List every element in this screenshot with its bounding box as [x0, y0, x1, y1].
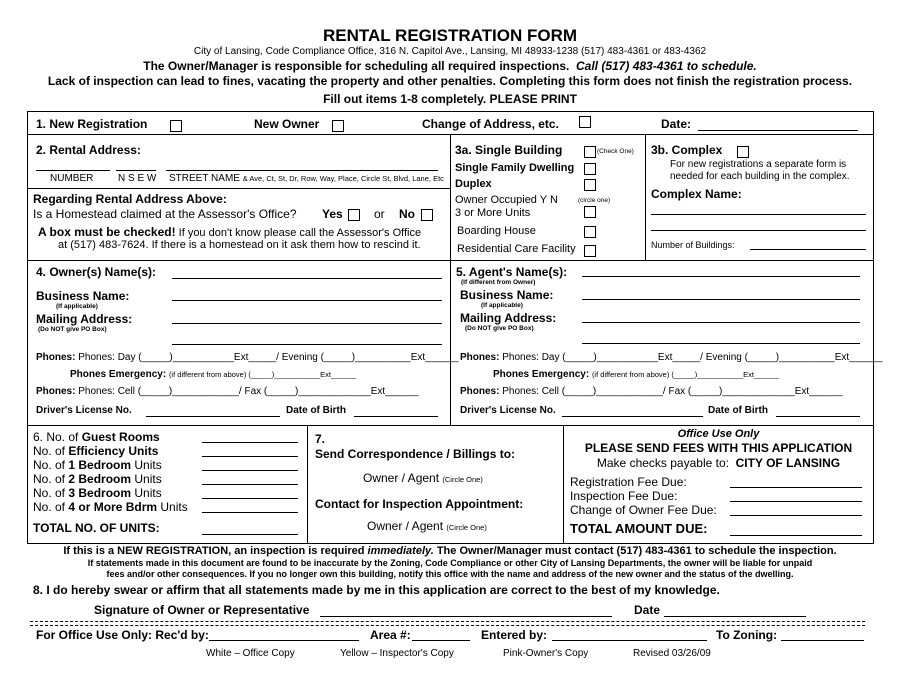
duplex-checkbox[interactable] [584, 179, 596, 191]
to-zoning-label: To Zoning: [716, 628, 778, 642]
address-number-field[interactable] [36, 170, 110, 171]
check-one-caption: (Check One) [597, 148, 634, 155]
three-more-units-label: 3 or More Units [455, 207, 531, 219]
num-buildings-field[interactable] [750, 249, 866, 250]
duplex-label: Duplex [455, 178, 492, 190]
agent-phones-day[interactable]: Phones: Phones: Day (_____)___________Ext_____/ Evening (_____)__________Ext______ [460, 352, 883, 363]
number-caption: NUMBER [50, 173, 94, 184]
efficiency-units-field[interactable] [202, 456, 298, 457]
inaccurate-notice-line2: fees and/or other consequences. If you no longer own this building, notify this office with the name and address of the new owner and the status of the dwelling. [106, 569, 794, 579]
area-label: Area #: [370, 628, 411, 642]
owner-business-label: Business Name: [36, 289, 130, 303]
change-address-label: Change of Address, etc. [422, 117, 559, 131]
recd-by-label: For Office Use Only: Rec'd by: [36, 628, 209, 642]
one-bedroom-field[interactable] [202, 470, 298, 471]
entered-by-label: Entered by: [481, 628, 548, 642]
complex-label: 3b. Complex [651, 143, 723, 157]
owner-name-label: 4. Owner(s) Name(s): [36, 265, 157, 279]
owner-dob-field[interactable] [354, 416, 438, 417]
owner-no-po: (Do NOT give PO Box) [38, 326, 107, 333]
residential-care-label: Residential Care Facility [457, 243, 576, 255]
owner-phones-emergency[interactable]: Phones Emergency: (if different from above) (_____)___________Ext______ [70, 369, 357, 380]
nsew-caption: N S E W [118, 173, 157, 184]
agent-business-field[interactable] [582, 299, 860, 300]
owner-name-field[interactable] [172, 278, 442, 279]
single-building-checkbox[interactable] [584, 146, 596, 158]
boarding-house-label: Boarding House [457, 225, 536, 237]
homestead-yes-checkbox[interactable] [348, 209, 360, 221]
regarding-label: Regarding Rental Address Above: [33, 192, 227, 206]
inaccurate-notice-line1: If statements made in this document are found to be inaccurate by the Zoning, Code Compliance or other City of Lansing Departments, the owner will be liable for unpaid [87, 558, 813, 568]
must-check-note: A box must be checked! If you don't know please call the Assessor's Office [38, 225, 422, 239]
total-units-label: TOTAL NO. OF UNITS: [33, 521, 160, 535]
change-owner-fee-field[interactable] [730, 515, 862, 516]
office-use-title: Office Use Only [677, 428, 760, 440]
correspondence-owner-agent[interactable]: Owner / Agent (Circle One) [363, 471, 483, 485]
address-street-field[interactable] [166, 170, 438, 171]
address-direction-field[interactable] [116, 170, 156, 171]
inspection-fee-label: Inspection Fee Due: [570, 489, 678, 503]
residential-care-checkbox[interactable] [584, 245, 596, 257]
new-registration-notice: If this is a NEW REGISTRATION, an inspection is required immediately. The Owner/Manager must contact (517) 483-4361 to schedule the inspection. [63, 545, 837, 557]
boarding-house-checkbox[interactable] [584, 226, 596, 238]
registration-fee-field[interactable] [730, 487, 862, 488]
total-amount-field[interactable] [730, 535, 862, 536]
single-building-label: 3a. Single Building [455, 143, 563, 157]
agent-mailing-field-2[interactable] [582, 343, 860, 344]
payable-to-label: Make checks payable to: CITY OF LANSING [596, 456, 841, 470]
divider [307, 425, 308, 544]
registration-fee-label: Registration Fee Due: [570, 475, 687, 489]
guest-rooms-field[interactable] [202, 442, 298, 443]
agent-phones-emergency[interactable]: Phones Emergency: (if different from above) (_____)___________Ext______ [493, 369, 780, 380]
single-family-label: Single Family Dwelling [455, 162, 575, 174]
agent-mailing-field[interactable] [582, 322, 860, 323]
four-bedroom-field[interactable] [202, 512, 298, 513]
send-fees-label: PLEASE SEND FEES WITH THIS APPLICATION [584, 441, 853, 455]
assessor-note: at (517) 483-7624. If there is a homestead on it ask them how to rescind it. [58, 239, 421, 251]
copy-pink: Pink-Owner's Copy [503, 648, 589, 659]
complex-name-field[interactable] [651, 214, 866, 215]
three-more-units-checkbox[interactable] [584, 206, 596, 218]
total-units-field[interactable] [202, 534, 298, 535]
new-owner-checkbox[interactable] [332, 120, 344, 132]
efficiency-units-label: No. of Efficiency Units [33, 444, 159, 458]
street-caption: STREET NAME & Ave, Ct, St, Dr, Row, Way, Place, Circle St, Blvd, Lane, Etc [169, 173, 444, 184]
copy-yellow: Yellow – Inspector's Copy [340, 648, 454, 659]
complex-note-line1: For new registrations a separate form is [670, 159, 847, 170]
owner-drivers-label: Driver's License No. [36, 405, 132, 416]
owner-drivers-field[interactable] [146, 416, 280, 417]
owner-mailing-label: Mailing Address: [36, 312, 133, 326]
instruction-line: Fill out items 1-8 completely. PLEASE PRINT [323, 92, 577, 106]
agent-if-applicable: (If applicable) [481, 302, 523, 309]
signature-date-label: Date [634, 603, 661, 617]
agent-name-field[interactable] [582, 276, 860, 277]
inspection-owner-agent[interactable]: Owner / Agent (Circle One) [367, 519, 487, 533]
swear-statement: 8. I do hereby swear or affirm that all statements made by me in this application are correct to the best of my knowledge. [33, 583, 720, 597]
homestead-question: Is a Homestead claimed at the Assessor's Office? [33, 207, 297, 221]
guest-rooms-label: 6. No. of Guest Rooms [33, 430, 160, 444]
agent-dob-label: Date of Birth [708, 405, 768, 416]
owner-phones-day[interactable]: Phones: Phones: Day (_____)___________Ext_____/ Evening (_____)__________Ext______ [36, 352, 459, 363]
agent-name-label: 5. Agent's Name(s): [456, 265, 568, 279]
owner-business-field[interactable] [172, 300, 442, 301]
form-title: RENTAL REGISTRATION FORM [322, 26, 578, 45]
new-registration-checkbox[interactable] [170, 120, 182, 132]
change-address-checkbox[interactable] [579, 116, 591, 128]
agent-business-label: Business Name: [460, 288, 554, 302]
signature-field[interactable] [320, 616, 612, 617]
office-address: City of Lansing, Code Compliance Office, 316 N. Capitol Ave., Lansing, MI 48933-1238 (517) 483-4361 or 483-4362 [193, 46, 707, 57]
agent-dob-field[interactable] [776, 416, 860, 417]
agent-no-po: (Do NOT give PO Box) [465, 325, 534, 332]
date-field[interactable] [698, 130, 858, 131]
change-owner-fee-label: Change of Owner Fee Due: [570, 503, 717, 517]
homestead-no-checkbox[interactable] [421, 209, 433, 221]
section7-number: 7. [315, 432, 326, 446]
divider [450, 134, 451, 425]
office-divider [30, 621, 865, 626]
rental-address-label: 2. Rental Address: [36, 143, 141, 157]
agent-mailing-label: Mailing Address: [460, 311, 557, 325]
agent-drivers-field[interactable] [562, 416, 703, 417]
one-bedroom-label: No. of 1 Bedroom Units [33, 458, 162, 472]
single-family-checkbox[interactable] [584, 163, 596, 175]
complex-note-line2: needed for each building in the complex. [670, 171, 850, 182]
new-registration-label: 1. New Registration [36, 117, 148, 131]
owner-mailing-field-2[interactable] [172, 344, 442, 345]
entered-by-field[interactable] [552, 640, 707, 641]
inspection-fee-field[interactable] [730, 501, 862, 502]
responsibility-line: The Owner/Manager is responsible for scheduling all required inspections. Call (517) 483-4361 to schedule. [143, 59, 757, 73]
divider [27, 425, 874, 426]
homestead-yes-label: Yes [322, 207, 343, 221]
revised-date: Revised 03/26/09 [633, 648, 711, 659]
new-owner-label: New Owner [254, 117, 320, 131]
num-buildings-label: Number of Buildings: [651, 240, 735, 250]
two-bedroom-label: No. of 2 Bedroom Units [33, 472, 162, 486]
complex-name-field-2[interactable] [651, 230, 866, 231]
area-field[interactable] [412, 640, 470, 641]
agent-phones-cell[interactable]: Phones: Phones: Cell (_____)____________/ Fax (_____)_____________Ext______ [460, 386, 843, 397]
agent-if-different: (If different from Owner) [461, 279, 536, 286]
to-zoning-field[interactable] [781, 640, 864, 641]
owner-occupied-label: Owner Occupied Y N [455, 194, 558, 206]
complex-checkbox[interactable] [737, 146, 749, 158]
signature-label: Signature of Owner or Representative [94, 603, 310, 617]
agent-drivers-label: Driver's License No. [460, 405, 556, 416]
circle-one-caption: (circle one) [578, 197, 611, 204]
owner-mailing-field[interactable] [172, 323, 442, 324]
divider [27, 188, 450, 189]
two-bedroom-field[interactable] [202, 484, 298, 485]
divider [645, 134, 646, 260]
recd-by-field[interactable] [209, 640, 359, 641]
contact-inspection-label: Contact for Inspection Appointment: [315, 497, 524, 511]
date-label: Date: [661, 117, 692, 131]
three-bedroom-label: No. of 3 Bedroom Units [33, 486, 162, 500]
owner-phones-cell[interactable]: Phones: Phones: Cell (_____)____________/ Fax (_____)_____________Ext______ [36, 386, 419, 397]
four-bedroom-label: No. of 4 or More Bdrm Units [33, 500, 188, 514]
owner-dob-label: Date of Birth [286, 405, 346, 416]
copy-white: White – Office Copy [206, 648, 295, 659]
warning-line: Lack of inspection can lead to fines, vacating the property and other penalties. Completing this form does not finish the registration process. [47, 74, 853, 88]
complex-name-label: Complex Name: [651, 187, 742, 201]
signature-date-field[interactable] [664, 616, 806, 617]
total-amount-label: TOTAL AMOUNT DUE: [570, 521, 708, 536]
or-label: or [374, 207, 385, 221]
send-correspondence-label: Send Correspondence / Billings to: [315, 447, 516, 461]
owner-if-applicable: (If applicable) [56, 303, 98, 310]
homestead-no-label: No [399, 207, 415, 221]
three-bedroom-field[interactable] [202, 498, 298, 499]
